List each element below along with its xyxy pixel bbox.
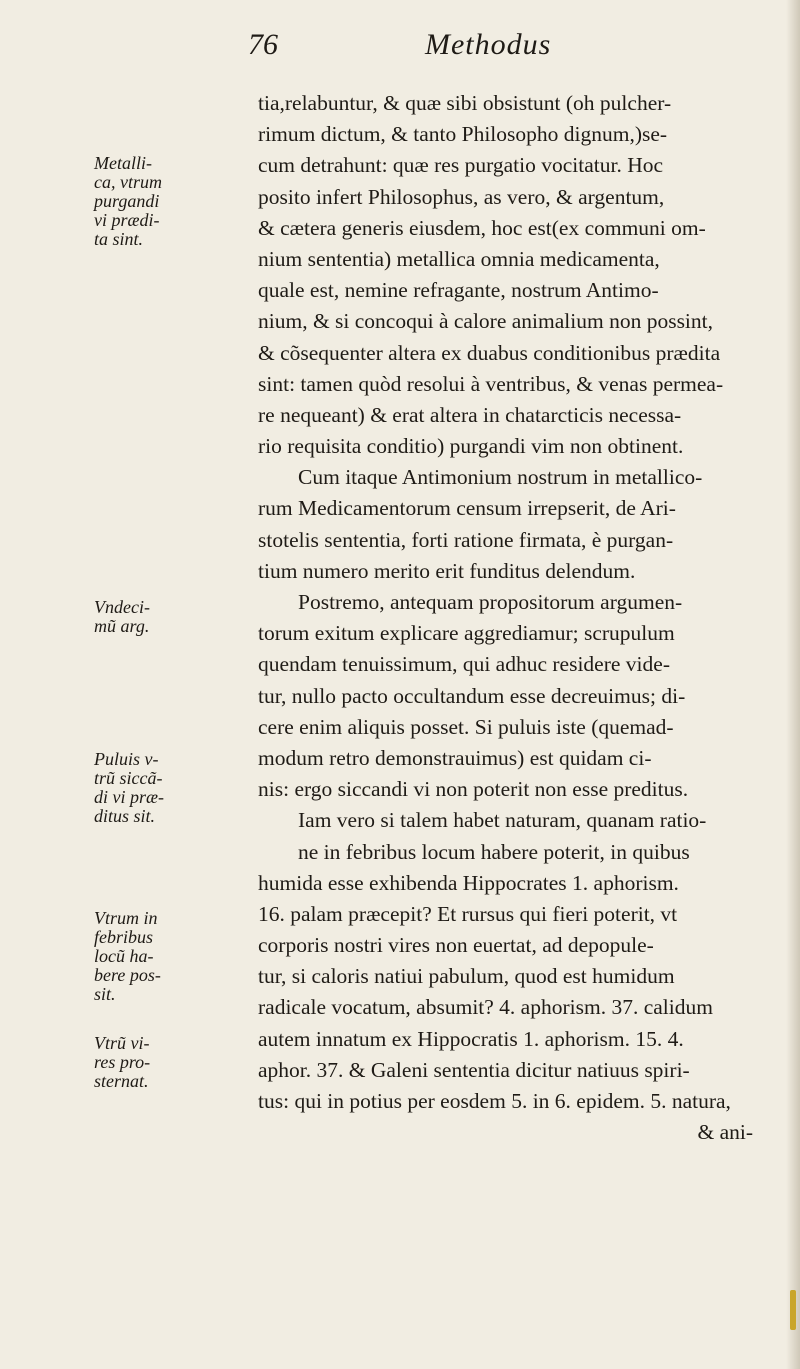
catchword: & ani- — [697, 1120, 753, 1145]
text-line: torum exitum explicare aggrediamur; scrupulum — [258, 621, 675, 646]
text-line: tium numero merito erit funditus delendum. — [258, 558, 636, 583]
body-text — [258, 88, 763, 1148]
text-line: Iam vero si talem habet naturam, quanam ratio- — [298, 808, 707, 833]
page-number: 76 — [248, 28, 278, 61]
page-edge-mark — [790, 1290, 796, 1330]
text-line: quale est, nemine refragante, nostrum Antimo- — [258, 278, 659, 303]
text-line: tur, si caloris natiui pabulum, quod est humidum — [258, 964, 675, 989]
text-line: 16. palam præcepit? Et rursus qui fieri poterit, vt — [258, 901, 678, 926]
text-line: sint: tamen quòd resolui à ventribus, & venas permea- — [258, 371, 724, 396]
text-line: corporis nostri vires non euertat, ad depopule- — [258, 933, 654, 958]
text-line: nium sententia) metallica omnia medicamenta, — [258, 246, 660, 271]
text-line: tur, nullo pacto occultandum esse decreuimus; di- — [258, 683, 686, 708]
text-line: tia,relabuntur, & quæ sibi obsistunt (oh pulcher- — [258, 91, 672, 115]
text-line: nium, & si concoqui à calore animalium non possint, — [258, 309, 714, 334]
text-line: cum detrahunt: quæ res purgatio vocitatur. Hoc — [258, 153, 664, 178]
text-line: nis: ergo siccandi vi non poterit non esse preditus. — [258, 777, 689, 802]
running-title: Methodus — [425, 28, 552, 61]
text-line: ne in febribus locum habere poterit, in quibus — [298, 839, 690, 864]
text-line: rio requisita conditio) purgandi vim non obtinent. — [258, 434, 684, 459]
text-line: rimum dictum, & tanto Philosopho dignum,)se- — [258, 122, 668, 147]
margin-note-metallica: Metalli- ca, vtrum purgandi vi prædi- ta sint. — [94, 153, 162, 249]
margin-note-undecimum: Vndeci- mũ arg. — [94, 597, 150, 636]
text-line: re nequeant) & erat altera in chatarcticis necessa- — [258, 402, 682, 427]
text-line: aphor. 37. & Galeni sententia dicitur natiuus spiri- — [258, 1057, 690, 1082]
margin-note-febribus: Vtrum in febribus locũ ha- bere pos- sit. — [94, 908, 161, 1004]
text-line: quendam tenuissimum, qui adhuc residere vide- — [258, 652, 670, 677]
text-line: Postremo, antequam propositorum argumen- — [298, 590, 683, 614]
text-line: stotelis sententia, forti ratione firmata, è purgan- — [258, 527, 674, 552]
page-header — [0, 28, 800, 68]
page-edge-shadow — [786, 0, 800, 1369]
text-line: & cõsequenter altera ex duabus conditionibus prædita — [258, 340, 721, 365]
text-line: autem innatum ex Hippocratis 1. aphorism. 15. 4. — [258, 1026, 684, 1051]
text-line: modum retro demonstrauimus) est quidam ci- — [258, 745, 652, 770]
text-line: & cætera generis eiusdem, hoc est(ex communi om- — [258, 215, 706, 240]
text-line: posito infert Philosophus, as vero, & argentum, — [258, 184, 665, 209]
text-line: rum Medicamentorum censum irrepserit, de Ari- — [258, 496, 676, 521]
text-line: Cum itaque Antimonium nostrum in metallico- — [298, 465, 703, 490]
text-line: cere enim aliquis posset. Si puluis iste (quemad- — [258, 714, 674, 739]
margin-note-puluis: Puluis v- trũ siccã- di vi præ- ditus sit. — [94, 749, 164, 826]
text-line: tus: qui in potius per eosdem 5. in 6. epidem. 5. natura, — [258, 1089, 731, 1113]
text-line: radicale vocatum, absumit? 4. aphorism. 37. calidum — [258, 995, 713, 1020]
text-line: humida esse exhibenda Hippocrates 1. aphorism. — [258, 870, 679, 895]
margin-note-vires: Vtrũ vi- res pro- sternat. — [94, 1033, 151, 1091]
